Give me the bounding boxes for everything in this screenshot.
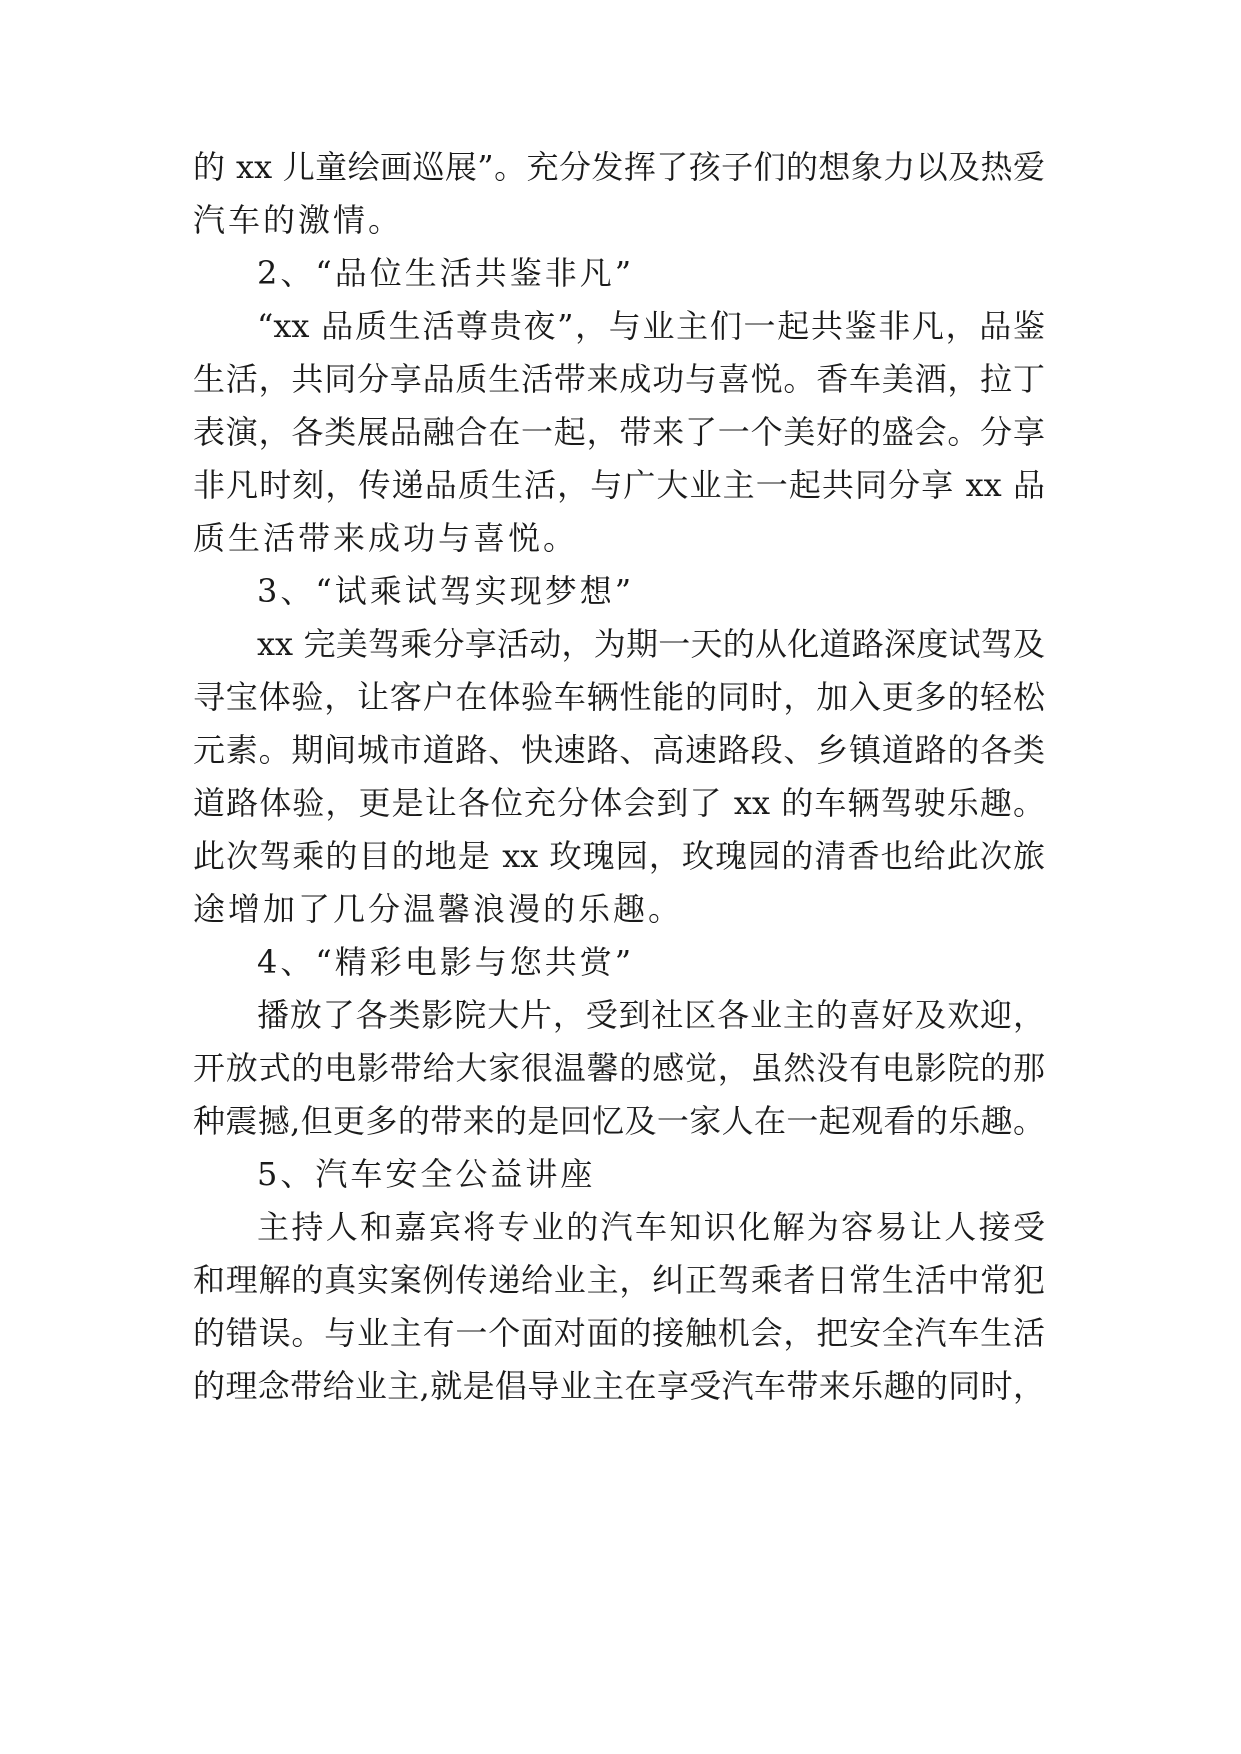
text-line: 的 xx 儿童绘画巡展”。充分发挥了孩子们的想象力以及热爱: [193, 148, 1045, 186]
text-line: 元素。期间城市道路、快速路、高速路段、乡镇道路的各类: [193, 731, 1045, 769]
text-line: 寻宝体验，让客户在体验车辆性能的同时，加入更多的轻松: [193, 678, 1045, 716]
section-heading: 3、“试乘试驾实现梦想”: [257, 572, 635, 610]
section-heading: 5、汽车安全公益讲座: [257, 1155, 596, 1193]
text-line: 的理念带给业主,就是倡导业主在享受汽车带来乐趣的同时，: [193, 1367, 1045, 1405]
text-line: xx 完美驾乘分享活动，为期一天的从化道路深度试驾及: [257, 625, 1045, 663]
text-line: 途增加了几分温馨浪漫的乐趣。: [193, 890, 684, 928]
text-line: 汽车的激情。: [193, 201, 404, 239]
text-line: “xx 品质生活尊贵夜”，与业主们一起共鉴非凡，品鉴: [257, 307, 1045, 345]
text-line: 道路体验，更是让各位充分体会到了 xx 的车辆驾驶乐趣。: [193, 784, 1045, 822]
text-line: 此次驾乘的目的地是 xx 玫瑰园，玫瑰园的清香也给此次旅: [193, 837, 1045, 875]
text-line: 生活，共同分享品质生活带来成功与喜悦。香车美酒，拉丁: [193, 360, 1045, 398]
text-line: 种震撼,但更多的带来的是回忆及一家人在一起观看的乐趣。: [193, 1102, 1045, 1140]
text-line: 质生活带来成功与喜悦。: [193, 519, 579, 557]
text-line: 的错误。与业主有一个面对面的接触机会，把安全汽车生活: [193, 1314, 1045, 1352]
text-line: 播放了各类影院大片，受到社区各业主的喜好及欢迎，: [257, 996, 1045, 1034]
section-heading: 4、“精彩电影与您共赏”: [257, 943, 635, 981]
text-line: 主持人和嘉宾将专业的汽车知识化解为容易让人接受: [257, 1208, 1045, 1246]
text-line: 非凡时刻，传递品质生活，与广大业主一起共同分享 xx 品: [193, 466, 1045, 504]
section-heading: 2、“品位生活共鉴非凡”: [257, 254, 635, 292]
text-line: 和理解的真实案例传递给业主，纠正驾乘者日常生活中常犯: [193, 1261, 1045, 1299]
text-line: 开放式的电影带给大家很温馨的感觉，虽然没有电影院的那: [193, 1049, 1045, 1087]
text-line: 表演，各类展品融合在一起，带来了一个美好的盛会。分享: [193, 413, 1045, 451]
